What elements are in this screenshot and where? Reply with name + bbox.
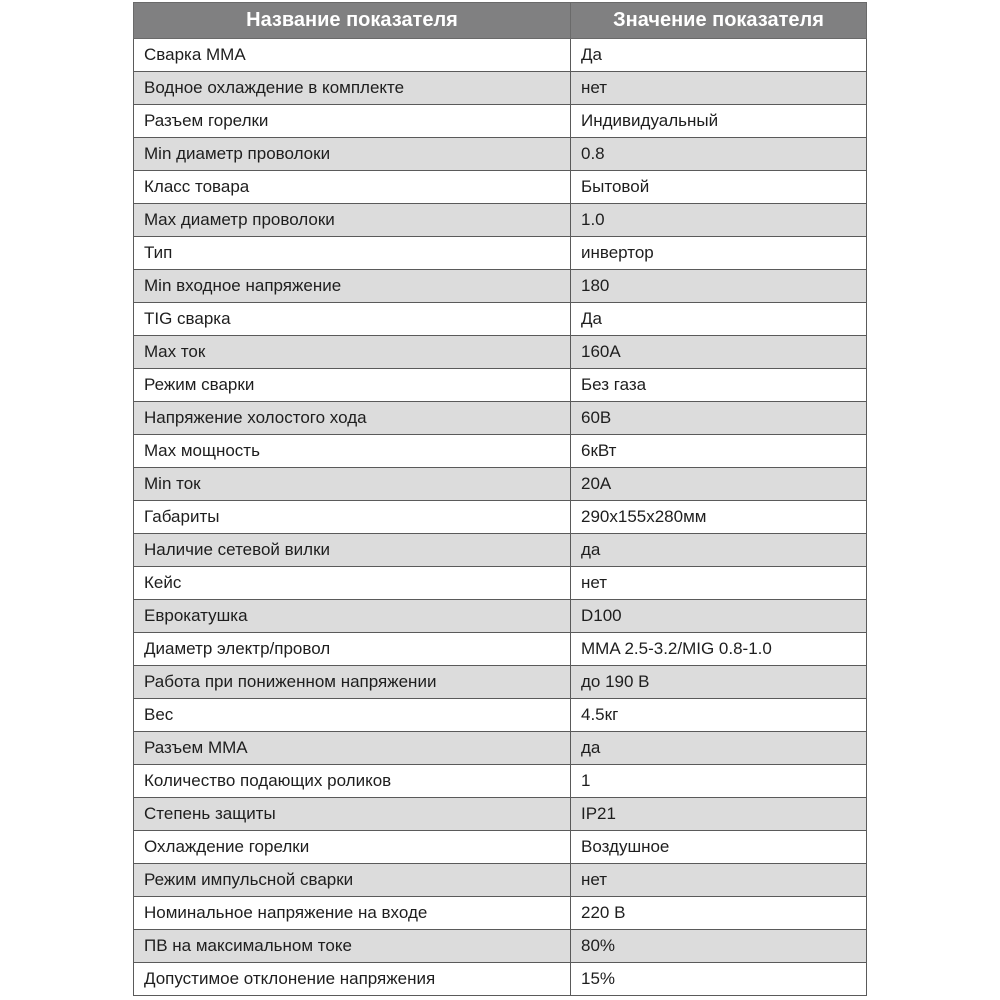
spec-name-cell: Допустимое отклонение напряжения: [134, 963, 571, 996]
spec-name-cell: Работа при пониженном напряжении: [134, 666, 571, 699]
spec-value-cell: 180: [571, 270, 867, 303]
table-row: [134, 72, 867, 105]
table-row: [134, 237, 867, 270]
table-row: [134, 930, 867, 963]
spec-value-cell: Воздушное: [571, 831, 867, 864]
table-row: [134, 666, 867, 699]
spec-value-cell: Бытовой: [571, 171, 867, 204]
spec-name-cell: Напряжение холостого хода: [134, 402, 571, 435]
spec-value-cell: нет: [571, 567, 867, 600]
spec-name-cell: Кейс: [134, 567, 571, 600]
spec-name-cell: Степень защиты: [134, 798, 571, 831]
spec-value-cell: 1.0: [571, 204, 867, 237]
spec-value-cell: 15%: [571, 963, 867, 996]
spec-value-cell: да: [571, 732, 867, 765]
table-row: [134, 369, 867, 402]
spec-value-cell: 80%: [571, 930, 867, 963]
spec-name-cell: Количество подающих роликов: [134, 765, 571, 798]
column-header-value: Значение показателя: [571, 3, 867, 39]
table-row: [134, 699, 867, 732]
spec-name-cell: Габариты: [134, 501, 571, 534]
spec-name-cell: Max ток: [134, 336, 571, 369]
spec-value-cell: инвертор: [571, 237, 867, 270]
table-row: [134, 732, 867, 765]
spec-name-cell: Охлаждение горелки: [134, 831, 571, 864]
table-row: [134, 501, 867, 534]
table-row: [134, 105, 867, 138]
column-header-name: Название показателя: [134, 3, 571, 39]
table-row: [134, 336, 867, 369]
table-row: [134, 567, 867, 600]
specifications-table: [133, 2, 867, 996]
spec-value-cell: 1: [571, 765, 867, 798]
table-row: [134, 831, 867, 864]
spec-name-cell: Разъем ММА: [134, 732, 571, 765]
table-row: [134, 864, 867, 897]
spec-name-cell: ПВ на максимальном токе: [134, 930, 571, 963]
spec-name-cell: Номинальное напряжение на входе: [134, 897, 571, 930]
spec-value-cell: 160А: [571, 336, 867, 369]
table-row: [134, 765, 867, 798]
spec-name-cell: Min входное напряжение: [134, 270, 571, 303]
spec-value-cell: D100: [571, 600, 867, 633]
spec-value-cell: 0.8: [571, 138, 867, 171]
spec-name-cell: Сварка ММА: [134, 39, 571, 72]
spec-value-cell: 290x155x280мм: [571, 501, 867, 534]
table-row: [134, 171, 867, 204]
spec-name-cell: Режим сварки: [134, 369, 571, 402]
spec-value-cell: Без газа: [571, 369, 867, 402]
table-row: [134, 897, 867, 930]
spec-name-cell: Вес: [134, 699, 571, 732]
header-row: [134, 3, 867, 39]
spec-value-cell: 220 В: [571, 897, 867, 930]
spec-name-cell: Водное охлаждение в комплекте: [134, 72, 571, 105]
spec-name-cell: Наличие сетевой вилки: [134, 534, 571, 567]
table-row: [134, 204, 867, 237]
spec-value-cell: 6кВт: [571, 435, 867, 468]
spec-name-cell: Min ток: [134, 468, 571, 501]
spec-value-cell: нет: [571, 864, 867, 897]
spec-value-cell: IP21: [571, 798, 867, 831]
spec-name-cell: Max диаметр проволоки: [134, 204, 571, 237]
spec-name-cell: Режим импульсной сварки: [134, 864, 571, 897]
table-row: [134, 963, 867, 996]
spec-name-cell: Max мощность: [134, 435, 571, 468]
spec-value-cell: 4.5кг: [571, 699, 867, 732]
table-row: [134, 435, 867, 468]
table-row: [134, 798, 867, 831]
spec-value-cell: Да: [571, 303, 867, 336]
table-row: [134, 402, 867, 435]
table-body: [134, 39, 867, 996]
table-row: [134, 633, 867, 666]
spec-name-cell: Min диаметр проволоки: [134, 138, 571, 171]
table-row: [134, 138, 867, 171]
spec-name-cell: Класс товара: [134, 171, 571, 204]
spec-name-cell: Разъем горелки: [134, 105, 571, 138]
spec-value-cell: MMA 2.5-3.2/MIG 0.8-1.0: [571, 633, 867, 666]
table-row: [134, 534, 867, 567]
table-row: [134, 270, 867, 303]
spec-value-cell: да: [571, 534, 867, 567]
spec-name-cell: Диаметр электр/провол: [134, 633, 571, 666]
spec-value-cell: 20А: [571, 468, 867, 501]
spec-name-cell: TIG сварка: [134, 303, 571, 336]
spec-value-cell: до 190 В: [571, 666, 867, 699]
table-row: [134, 303, 867, 336]
spec-value-cell: 60В: [571, 402, 867, 435]
table-row: [134, 468, 867, 501]
spec-value-cell: Индивидуальный: [571, 105, 867, 138]
table-row: [134, 600, 867, 633]
table-row: [134, 39, 867, 72]
spec-value-cell: Да: [571, 39, 867, 72]
spec-value-cell: нет: [571, 72, 867, 105]
spec-name-cell: Тип: [134, 237, 571, 270]
spec-name-cell: Еврокатушка: [134, 600, 571, 633]
